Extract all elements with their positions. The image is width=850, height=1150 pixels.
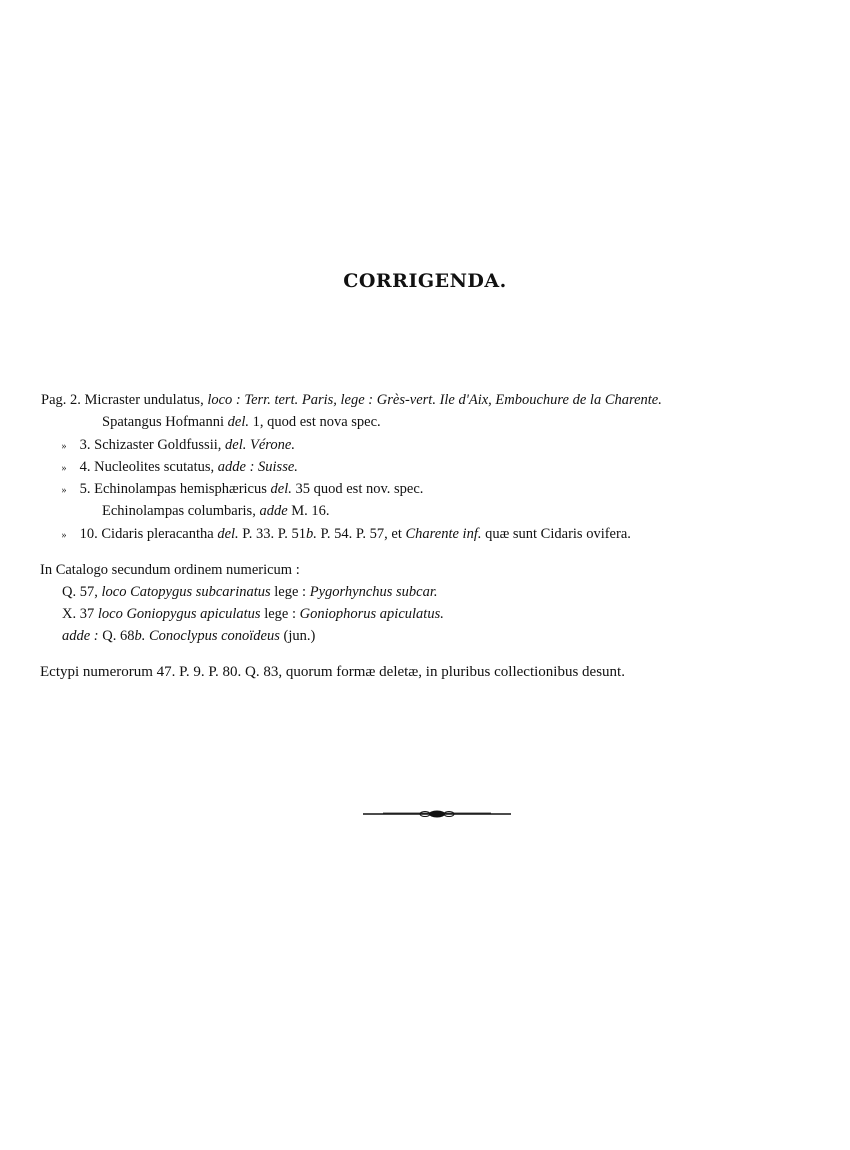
species-name: Echinolampas columbaris, xyxy=(102,503,256,519)
entry-tail: quæ sunt Cidaris ovifera. xyxy=(485,526,631,542)
catalog-note: (jun.) xyxy=(283,628,316,644)
species-name: Echinolampas hemisphæricus xyxy=(94,481,267,497)
corrigendum-line-3 xyxy=(52,437,295,454)
del-label: del. xyxy=(270,481,292,497)
corrigendum-line-6 xyxy=(102,503,330,520)
species-name: Nucleolites scutatus, xyxy=(94,459,215,475)
catalog-ref: Q. 57, xyxy=(62,584,98,600)
del-label: del. xyxy=(217,526,239,542)
species-name: Schizaster Goldfussii, xyxy=(94,437,222,453)
charente-text: Charente inf. xyxy=(405,526,482,542)
adde-label: adde xyxy=(259,503,288,519)
catalog-lege: lege : xyxy=(264,606,297,622)
entry-tail: M. 16. xyxy=(291,503,330,519)
catalog-loco: loco Catopygus subcarinatus xyxy=(101,584,271,600)
ornament-divider xyxy=(363,809,511,819)
lege-label: lege : xyxy=(340,392,374,408)
corrigendum-line-5 xyxy=(52,481,423,498)
catalog-item-2 xyxy=(62,606,444,623)
catalog-ref: Q. 68 xyxy=(102,628,135,644)
page-title: CORRIGENDA. xyxy=(343,270,507,292)
catalog-item-3 xyxy=(62,628,315,645)
corrigendum-line-4 xyxy=(52,459,298,476)
del-label: del. xyxy=(227,414,249,430)
catalog-lege: lege : xyxy=(274,584,307,600)
catalog-item-1 xyxy=(62,584,438,601)
entry-tail: 35 quod est nov. spec. xyxy=(295,481,424,497)
entry-tail: 1, quod est nova spec. xyxy=(252,414,381,430)
page-ref: Pag. 2. xyxy=(41,392,81,408)
species-name: Micraster undulatus, xyxy=(84,392,204,408)
ditto-mark: » xyxy=(61,485,67,496)
catalog-loco: loco Goniopygus apiculatus xyxy=(97,606,261,622)
page-number: 4. xyxy=(79,459,91,475)
plate-refs-2: P. 54. P. 57, et xyxy=(320,526,402,542)
ditto-mark: » xyxy=(61,463,67,474)
del-text: del. Vérone. xyxy=(225,437,295,453)
loco-text: Terr. tert. Paris, xyxy=(244,392,337,408)
plate-refs: P. 33. P. 51 xyxy=(242,526,306,542)
corrigendum-line-7 xyxy=(52,526,631,543)
ditto-mark: » xyxy=(61,441,67,452)
corrigendum-line-1 xyxy=(41,392,662,409)
catalog-adde: adde : xyxy=(62,628,99,644)
corrigendum-line-2 xyxy=(102,414,381,431)
plate-suffix: b. xyxy=(305,526,317,542)
catalog-heading: In Catalogo secundum ordinem numericum : xyxy=(40,562,300,578)
catalog-correction: Pygorhynchus subcar. xyxy=(309,584,438,600)
footer-paragraph: Ectypi numerorum 47. P. 9. P. 80. Q. 83, quorum formæ deletæ, in pluribus collectionibus desunt. xyxy=(40,664,625,680)
catalog-species: Conoclypus conoïdeus xyxy=(149,628,280,644)
lege-text: Grès-vert. Ile d'Aix, Embouchure de la Charente. xyxy=(376,392,662,408)
ditto-mark: » xyxy=(61,530,67,541)
page-number: 3. xyxy=(79,437,91,453)
species-name: Cidaris pleracantha xyxy=(101,526,214,542)
page-number: 10. xyxy=(79,526,98,542)
catalog-ref: X. 37 xyxy=(62,606,95,622)
catalog-correction: Goniophorus apiculatus. xyxy=(299,606,444,622)
species-name: Spatangus Hofmanni xyxy=(102,414,225,430)
page-number: 5. xyxy=(79,481,91,497)
loco-label: loco : xyxy=(207,392,241,408)
catalog-suffix: b. xyxy=(134,628,146,644)
adde-text: adde : Suisse. xyxy=(217,459,298,475)
